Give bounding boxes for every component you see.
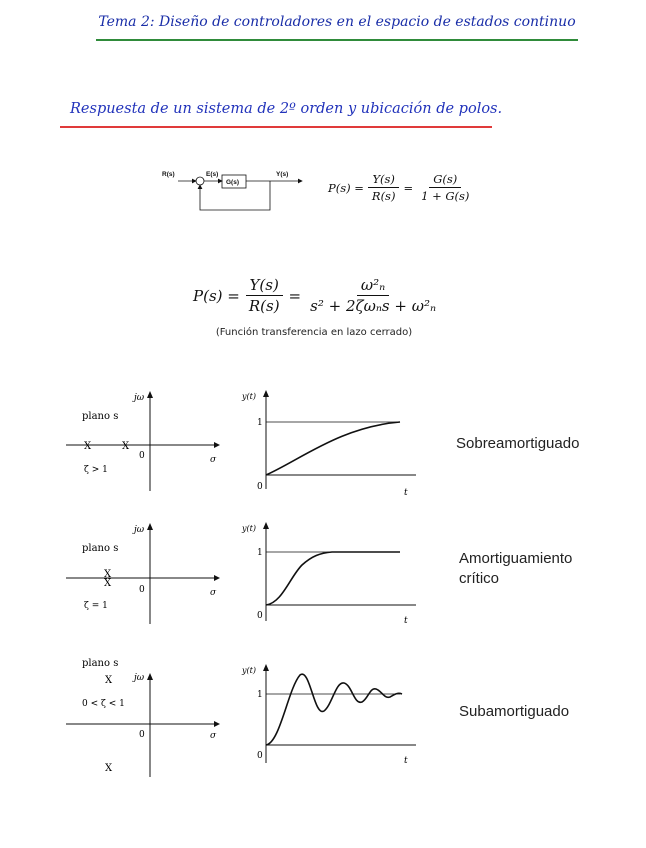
time-origin: 0 bbox=[257, 611, 263, 621]
s-plane-overdamped bbox=[64, 388, 224, 494]
eq1-den: R(s) bbox=[371, 189, 396, 203]
level-one: 1 bbox=[257, 418, 263, 428]
step-response-underdamped bbox=[240, 659, 420, 771]
time-axis-label: t bbox=[404, 488, 408, 497]
time-origin: 0 bbox=[257, 482, 263, 492]
plane-label: plano s bbox=[82, 411, 119, 422]
step-response-overdamped bbox=[240, 385, 420, 497]
real-axis-label: σ bbox=[210, 588, 217, 598]
eq2-den: R(s) bbox=[248, 297, 280, 315]
real-axis-label: σ bbox=[210, 731, 217, 741]
eq1-num: Y(s) bbox=[368, 172, 398, 188]
level-one: 1 bbox=[257, 548, 263, 558]
plant-label: G(s) bbox=[226, 179, 239, 186]
level-one: 1 bbox=[257, 690, 263, 700]
time-axis-label: t bbox=[404, 756, 408, 766]
feedback-block-diagram bbox=[160, 168, 310, 216]
second-order-equation bbox=[193, 276, 440, 315]
imag-axis-label: jω bbox=[134, 673, 145, 683]
eq2-den2: s² + 2ζωₙs + ω²ₙ bbox=[310, 297, 437, 315]
time-origin: 0 bbox=[257, 751, 263, 761]
equation-caption: (Función transferencia en lazo cerrado) bbox=[215, 327, 413, 338]
imag-axis-label: jω bbox=[134, 393, 145, 403]
zeta-condition: ζ = 1 bbox=[84, 601, 108, 611]
plane-label: plano s bbox=[82, 658, 119, 669]
error-label: E(s) bbox=[206, 171, 219, 178]
input-label: R(s) bbox=[162, 171, 175, 178]
response-label: Subamortiguado bbox=[459, 703, 570, 720]
section-subtitle: Respuesta de un sistema de 2º orden y ubicación de polos. bbox=[70, 101, 503, 117]
plane-label: plano s bbox=[82, 543, 119, 554]
origin-label: 0 bbox=[139, 585, 145, 595]
s-plane-critical bbox=[64, 520, 224, 626]
page-title: Tema 2: Diseño de controladores en el espacio de estados continuo bbox=[98, 14, 576, 30]
response-curve bbox=[266, 552, 400, 605]
pole-marker: X bbox=[84, 441, 92, 452]
imag-axis-label: jω bbox=[134, 525, 145, 535]
response-label: Amortiguamiento crítico bbox=[459, 550, 573, 587]
summing-junction bbox=[196, 177, 204, 185]
zeta-condition: ζ > 1 bbox=[84, 465, 108, 475]
closed-loop-equation bbox=[328, 172, 473, 203]
eq1-equals: = bbox=[403, 180, 414, 195]
eq2-num: Y(s) bbox=[246, 276, 283, 296]
eq1-num2: G(s) bbox=[429, 172, 461, 188]
pole-marker: X bbox=[122, 441, 130, 452]
step-response-critical bbox=[240, 517, 420, 629]
y-axis-label: y(t) bbox=[242, 392, 256, 401]
output-label: Y(s) bbox=[276, 171, 289, 178]
time-axis-label: t bbox=[404, 616, 408, 626]
zeta-condition: 0 < ζ < 1 bbox=[82, 699, 125, 709]
y-axis-label: y(t) bbox=[242, 666, 256, 675]
real-axis-label: σ bbox=[210, 455, 217, 465]
y-axis-label: y(t) bbox=[242, 524, 256, 533]
eq2-equals: = bbox=[288, 286, 302, 305]
response-label: Sobreamortiguado bbox=[456, 435, 580, 452]
pole-marker: X bbox=[104, 569, 112, 580]
origin-label: 0 bbox=[139, 730, 145, 740]
eq2-lhs: P(s) = bbox=[193, 286, 240, 305]
pole-marker: X bbox=[104, 578, 112, 589]
pole-marker: X bbox=[105, 763, 113, 774]
eq2-num2: ω²ₙ bbox=[357, 276, 389, 296]
response-curve bbox=[266, 422, 400, 475]
subtitle-underline bbox=[60, 126, 492, 128]
eq1-lhs: P(s) = bbox=[328, 180, 364, 195]
pole-marker: X bbox=[105, 675, 113, 686]
eq1-den2: 1 + G(s) bbox=[421, 189, 470, 203]
response-curve bbox=[266, 674, 402, 745]
s-plane-underdamped bbox=[64, 652, 224, 780]
title-underline bbox=[96, 39, 578, 41]
origin-label: 0 bbox=[139, 451, 145, 461]
